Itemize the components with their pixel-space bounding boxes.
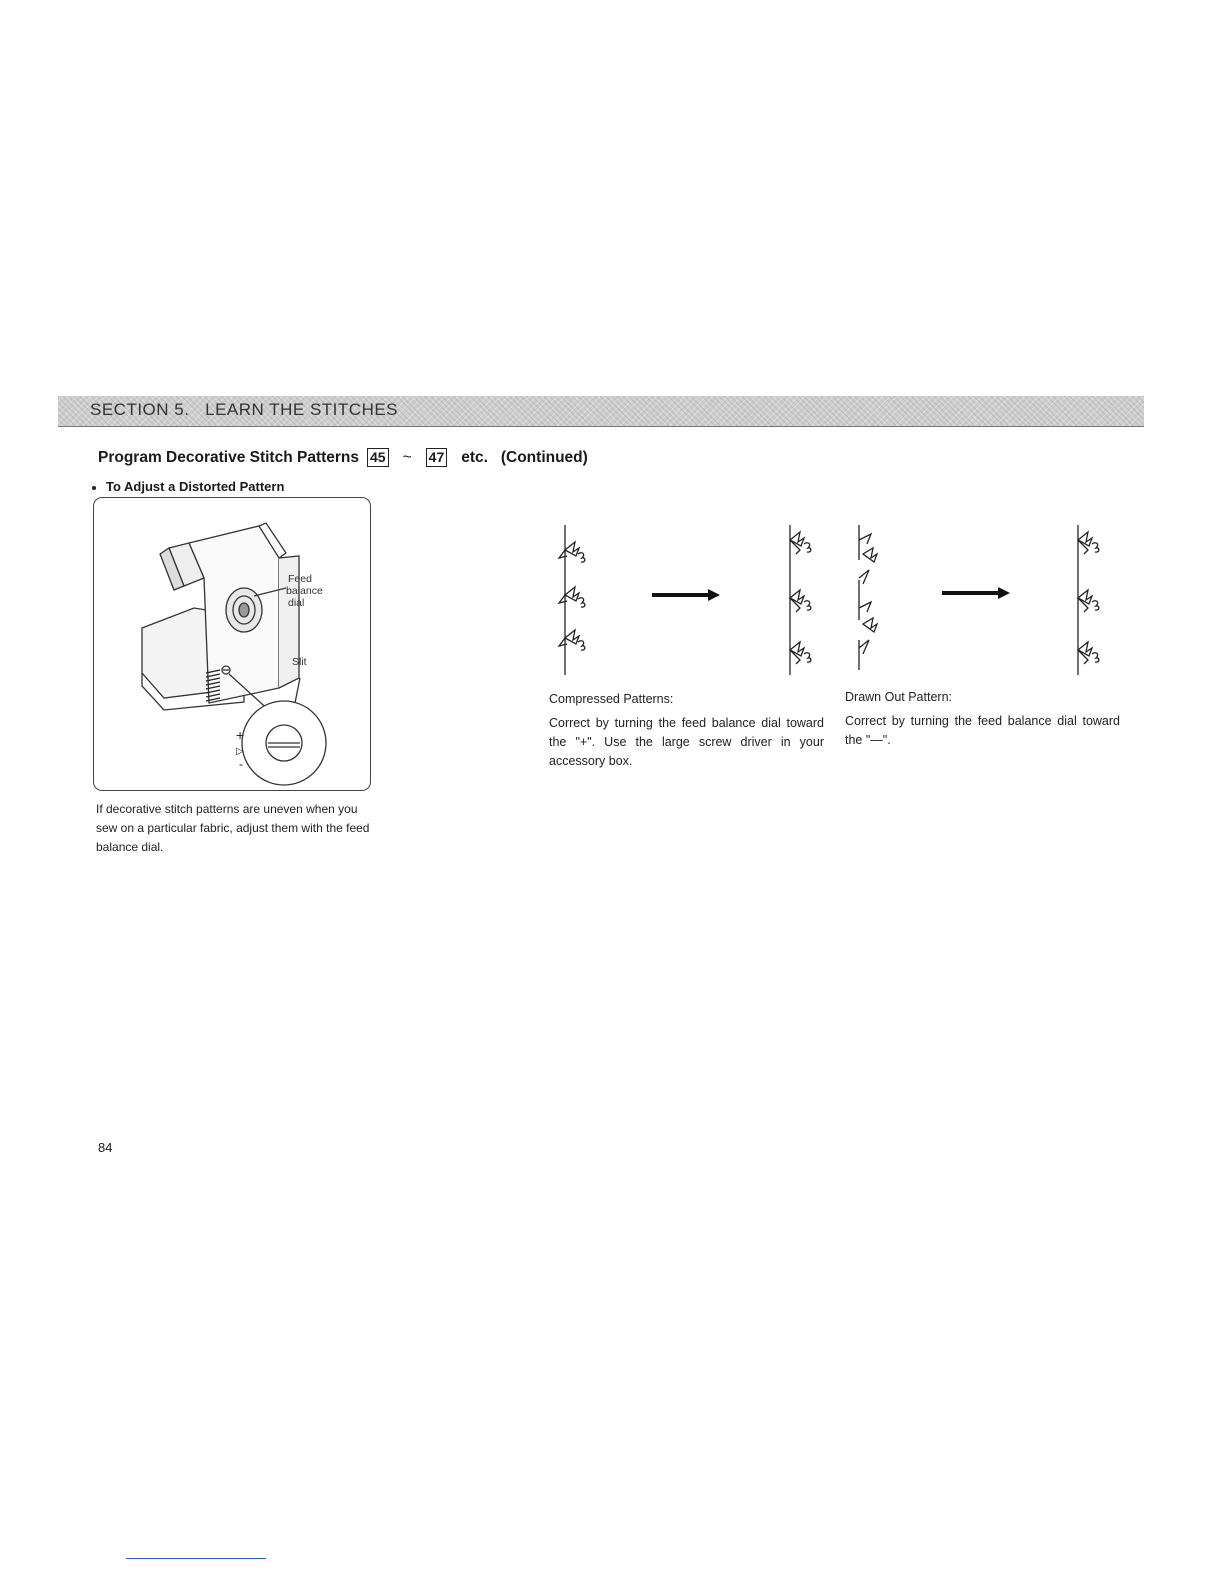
- tulip-icon: [790, 532, 811, 554]
- tulip-icon: [790, 590, 811, 612]
- label-dial: dial: [288, 597, 305, 609]
- compressed-text: Correct by turning the feed balance dial toward the "+". Use the large screw driver in your accessory box.: [549, 716, 824, 768]
- tulip-icon: [859, 602, 877, 654]
- pattern-number-to: 47: [426, 448, 448, 467]
- compressed-pattern-diagram: [550, 520, 840, 680]
- tulip-icon: [1078, 642, 1099, 664]
- figure-caption: If decorative stitch patterns are uneven when you sew on a particular fabric, adjust them with the feed balance dial.: [96, 802, 370, 854]
- tulip-icon: [559, 630, 585, 650]
- subheading: To Adjust a Distorted Pattern: [92, 479, 284, 494]
- machine-illustration-box: [93, 497, 371, 791]
- section-header-band: [58, 396, 1144, 427]
- dial-minus-mark: -: [239, 757, 243, 771]
- dial-pointer-icon: ▷: [236, 746, 244, 757]
- tulip-icon: [1078, 532, 1099, 554]
- tulip-icon: [559, 542, 585, 562]
- page-title: [98, 448, 588, 467]
- arrow-right-icon: [942, 587, 1010, 599]
- footer-rule: [126, 1558, 266, 1559]
- tulip-icon: [790, 642, 811, 664]
- label-slit: Slit: [292, 656, 307, 668]
- pattern-number-from: 45: [367, 448, 389, 467]
- tulip-icon: [559, 587, 585, 607]
- tulip-icon: [1078, 590, 1099, 612]
- label-balance: balance: [286, 585, 323, 597]
- drawn-out-heading: Drawn Out Pattern:: [845, 690, 952, 704]
- dial-plus-mark: +: [236, 727, 245, 743]
- bullet-icon: [92, 486, 96, 490]
- compressed-heading: Compressed Patterns:: [549, 692, 674, 706]
- title-prefix: Program Decorative Stitch Patterns: [98, 448, 360, 466]
- tulip-icon: [859, 534, 877, 584]
- label-feed: Feed: [288, 573, 312, 585]
- drawn-out-text: Correct by turning the feed balance dial toward the "—".: [845, 714, 1120, 747]
- title-suffix: etc. (Continued): [461, 448, 588, 466]
- title-tilde: ~: [402, 448, 412, 466]
- drawn-out-pattern-diagram: [845, 520, 1105, 680]
- page-number: 84: [98, 1140, 113, 1155]
- section-header: SECTION 5. LEARN THE STITCHES: [90, 400, 399, 419]
- arrow-right-icon: [652, 589, 720, 601]
- sewing-machine-illustration: [94, 498, 371, 791]
